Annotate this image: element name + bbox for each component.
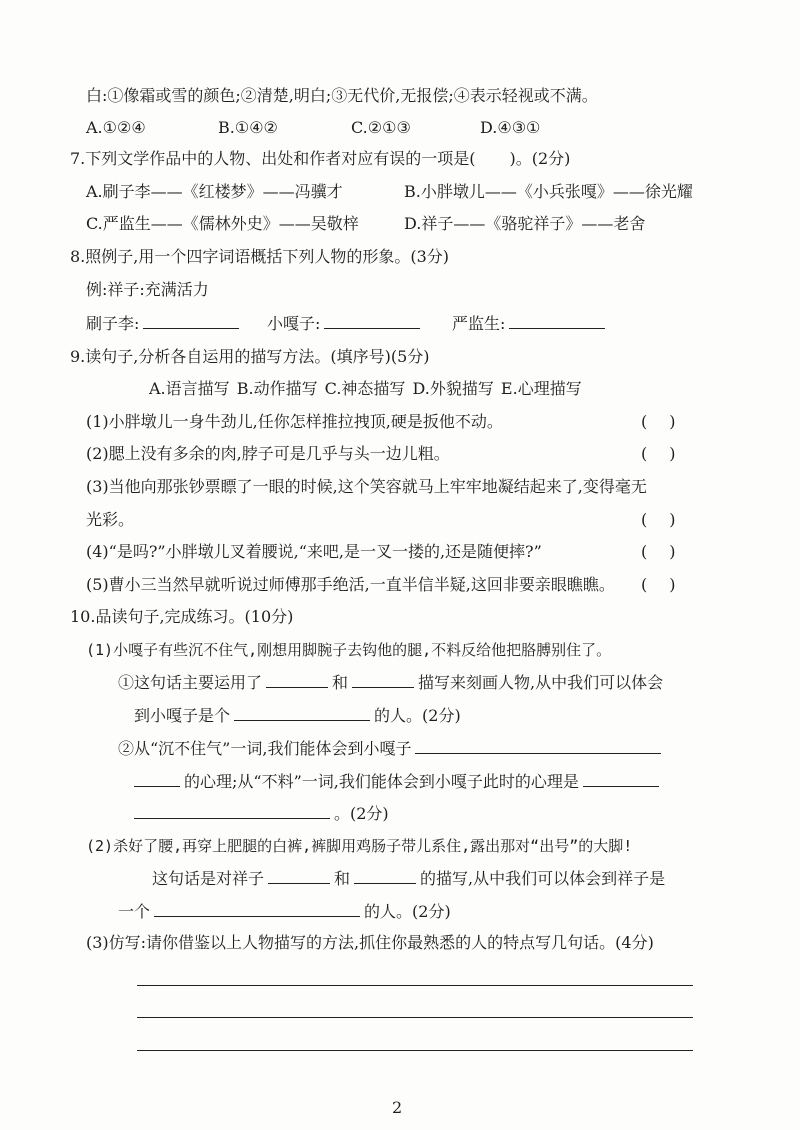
q10-p1-q2-text-a: ②从“沉不住气”一词,我们能体会到小嘎子 (118, 739, 412, 758)
q9-sentence-3b: 光彩。 (86, 510, 135, 529)
q7-option-c: C.严监生——《儒林外史》——吴敬梓 (86, 214, 359, 233)
q10-p2-blank-2[interactable] (354, 867, 416, 884)
q10-part1-q2-line1 (118, 737, 665, 760)
q8-blank-1[interactable] (143, 312, 239, 329)
q9-answer-5[interactable]: () (641, 575, 698, 594)
q6-option-a: A.①②④ (86, 118, 146, 137)
q10-part1-q1-line2 (134, 704, 461, 727)
q8-example: 例:祥子:充满活力 (86, 280, 209, 299)
q10-p1-q2-blank-2-cont[interactable] (134, 802, 330, 819)
q9-answer-3[interactable]: () (641, 510, 698, 529)
q10-p1-q1-blank-2[interactable] (352, 671, 414, 688)
q10-p1-q2-blank-2[interactable] (583, 770, 659, 787)
q7-stem (70, 148, 570, 170)
q9-answer-1[interactable]: () (641, 412, 698, 431)
writing-line-2[interactable] (137, 1017, 693, 1018)
q7-stem-text: 7.下列文学作品中的人物、出处和作者对应有误的一项是( (70, 149, 476, 168)
q7-stem-end: )。(2分) (509, 149, 571, 168)
q10-part1-q2-line3 (134, 802, 389, 825)
q10-p2-text-e: 的人。(2分) (364, 902, 451, 921)
q10-part2-line1 (152, 867, 665, 890)
q10-p1-q1-text-a: ①这句话主要运用了 (118, 673, 263, 692)
page-number: 2 (392, 1098, 403, 1117)
q6-option-b: B.①④② (218, 118, 278, 137)
q10-p1-q1-blank-1[interactable] (266, 671, 328, 688)
q10-p2-text-c: 的描写,从中我们可以体会到祥子是 (420, 869, 666, 888)
q10-p1-q2-text-b: 的心理;从“不料”一词,我们能体会到小嘎子此时的心理是 (184, 772, 579, 791)
q10-p2-text-d: 一个 (118, 902, 151, 921)
q8-blank-2[interactable] (324, 312, 420, 329)
q10-p1-q2-blank-1[interactable] (415, 737, 661, 754)
q10-part2-quote: (2)杀好了腰,再穿上肥腿的白裤,裤脚用鸡肠子带儿系住,露出那对“出号”的大脚! (86, 837, 633, 855)
q10-p1-q1-text-d: 到小嘎子是个 (134, 706, 231, 725)
q10-part3-prompt: (3)仿写:请你借鉴以上人物描写的方法,抓住你最熟悉的人的特点写几句话。(4分) (86, 933, 654, 952)
q10-part2-line2 (118, 900, 451, 923)
q8-item-2 (267, 312, 424, 335)
q10-p1-q1-blank-3[interactable] (234, 704, 370, 721)
q8-stem: 8.照例子,用一个四字词语概括下列人物的形象。(3分) (70, 247, 450, 266)
q10-part1-q1-line1 (118, 671, 663, 694)
q9-stem: 9.读句子,分析各自运用的描写方法。(填序号)(5分) (70, 347, 430, 366)
q8-item-1 (86, 312, 243, 335)
q8-blank-3[interactable] (509, 312, 605, 329)
q10-p1-q2-text-c: 。(2分) (334, 804, 389, 823)
q7-option-d: D.祥子——《骆驼祥子》——老舍 (404, 214, 646, 233)
q8-item-3 (452, 312, 609, 335)
q9-sentence-1: (1)小胖墩儿一身牛劲儿,任你怎样推拉拽顶,硬是扳他不动。 (86, 412, 503, 431)
q9-sentence-4: (4)“是吗?”小胖墩儿叉着腰说,“来吧,是一叉一搂的,还是随便摔?” (86, 542, 542, 561)
q8-item-2-label: 小嘎子: (267, 314, 321, 333)
q9-sentence-2: (2)腮上没有多余的肉,脖子可是几乎与头一边儿粗。 (86, 444, 450, 463)
q8-item-1-label: 刷子李: (86, 314, 140, 333)
q10-p1-q1-text-c: 描写来刻画人物,从中我们可以体会 (418, 673, 664, 692)
q9-sentence-5: (5)曹小三当然早就听说过师傅那手绝活,一直半信半疑,这回非要亲眼瞧瞧。 (86, 575, 615, 594)
q10-stem: 10.品读句子,完成练习。(10分) (70, 607, 294, 626)
q7-option-a: A.刷子李——《红楼梦》——冯骥才 (86, 182, 343, 201)
q10-p1-q1-text-e: 的人。(2分) (374, 706, 461, 725)
q9-methods: A.语言描写 B.动作描写 C.神态描写 D.外貌描写 E.心理描写 (149, 379, 582, 398)
q10-p1-q1-text-b: 和 (332, 673, 349, 692)
q10-p2-text-b: 和 (334, 869, 351, 888)
q6-option-d: D.④③① (480, 118, 541, 137)
q10-part1-q2-line2 (134, 770, 663, 793)
writing-line-1[interactable] (137, 985, 693, 986)
q10-p1-q2-blank-1-cont[interactable] (134, 770, 180, 787)
q6-option-c: C.②①③ (351, 118, 411, 137)
q10-p2-blank-3[interactable] (154, 900, 360, 917)
q9-sentence-3a: (3)当他向那张钞票瞟了一眼的时候,这个笑容就马上牢牢地凝结起来了,变得毫无 (86, 477, 647, 496)
q7-option-b: B.小胖墩儿——《小兵张嘎》——徐光耀 (404, 182, 693, 201)
q10-p2-text-a: 这句话是对祥子 (152, 869, 265, 888)
q9-answer-4[interactable]: () (641, 542, 698, 561)
writing-line-3[interactable] (137, 1050, 693, 1051)
q6-definition: 白:①像霜或雪的颜色;②清楚,明白;③无代价,无报偿;④表示轻视或不满。 (86, 86, 598, 105)
q9-answer-2[interactable]: () (641, 444, 698, 463)
q10-p2-blank-1[interactable] (268, 867, 330, 884)
q10-part1-quote: (1)小嘎子有些沉不住气,刚想用脚腕子去钩他的腿,不料反给他把胳膊别住了。 (86, 641, 612, 659)
q8-item-3-label: 严监生: (452, 314, 506, 333)
